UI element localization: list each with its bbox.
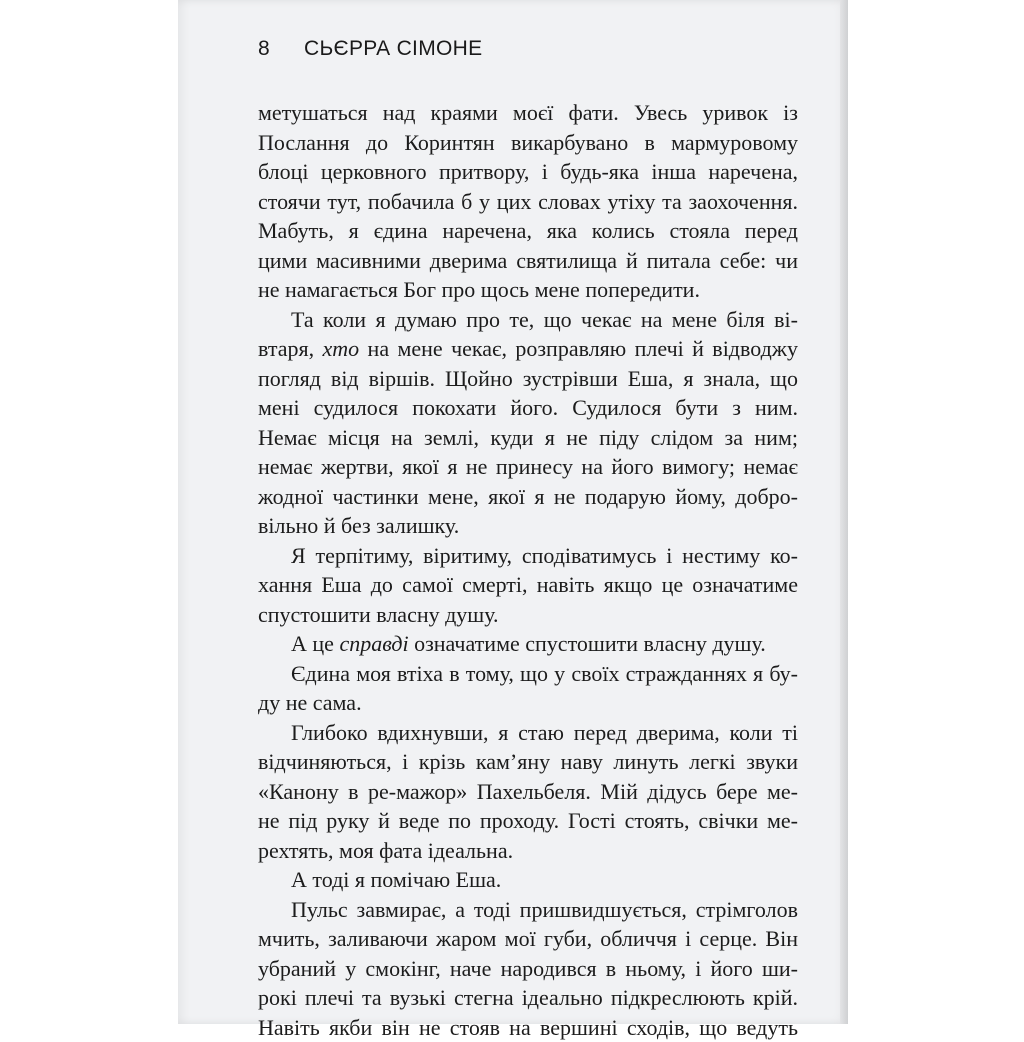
emphasis: хто: [323, 336, 360, 361]
book-spine-edge: [840, 0, 848, 1024]
text-line: не під руку й веде по проходу. Гості стоять, свічки ме-: [258, 806, 798, 836]
text-line: Послання до Коринтян викарбувано в мармуровому: [258, 128, 798, 158]
text-line: не намагається Бог про щось мене попередити.: [258, 275, 798, 305]
text-line: спустошити власну душу.: [258, 600, 798, 630]
text-line: жодної частинки мене, якої я не подарую йому, добро-: [258, 482, 798, 512]
text-line: Мабуть, я єдина наречена, яка колись стояла перед: [258, 216, 798, 246]
text-line: Навіть якби він не стояв на вершині сходів, що ведуть: [258, 1013, 798, 1042]
text-line: хання Еша до самої смерті, навіть якщо це означатиме: [258, 570, 798, 600]
text-line: А це справді означатиме спустошити власну душу.: [258, 629, 798, 659]
text-line: блоці церковного притвору, і будь-яка інша наречена,: [258, 157, 798, 187]
text-line: погляд від віршів. Щойно зустрівши Еша, я знала, що: [258, 364, 798, 394]
text-line: Я терпітиму, віритиму, сподіватимусь і нестиму ко-: [258, 541, 798, 571]
text-line: Глибоко вдихнувши, я стаю перед дверима, коли ті: [258, 718, 798, 748]
text-line: мчить, заливаючи жаром мої губи, обличчя і серце. Він: [258, 924, 798, 954]
text-line: немає жертви, якої я не принесу на його вимогу; немає: [258, 452, 798, 482]
text-line: мені судилося покохати його. Судилося бути з ним.: [258, 393, 798, 423]
text-line: убраний у смокінг, наче народився в ньому, і його ши-: [258, 954, 798, 984]
running-title: СЬЄРРА СІМОНЕ: [304, 37, 482, 60]
text-line: стоячи тут, побачила б у цих словах утіху та заохочення.: [258, 187, 798, 217]
text-line: А тоді я помічаю Еша.: [258, 865, 798, 895]
text-line: Та коли я думаю про те, що чекає на мене біля ві-: [258, 305, 798, 335]
text-line: метушаться над краями моєї фати. Увесь уривок із: [258, 98, 798, 128]
text-line: рехтять, моя фата ідеальна.: [258, 836, 798, 866]
page-number: 8: [258, 37, 304, 61]
running-header: [258, 37, 482, 61]
text-line: відчиняються, і крізь кам’яну наву линуть легкі звуки: [258, 747, 798, 777]
emphasis: справді: [339, 631, 408, 656]
text-line: ду не сама.: [258, 688, 798, 718]
text-line: Пульс завмирає, а тоді пришвидшується, стрімголов: [258, 895, 798, 925]
text-line: рокі плечі та вузькі стегна ідеально підкреслюють крій.: [258, 983, 798, 1013]
body-text: [258, 98, 798, 1042]
text-line: Єдина моя втіха в тому, що у своїх стражданнях я бу-: [258, 659, 798, 689]
text-line: вільно й без залишку.: [258, 511, 798, 541]
text-line: втаря, хто на мене чекає, розправляю плечі й відводжу: [258, 334, 798, 364]
text-line: «Канону в ре-мажор» Пахельбеля. Мій дідусь бере ме-: [258, 777, 798, 807]
text-line: цими масивними дверима святилища й питала себе: чи: [258, 246, 798, 276]
text-line: Немає місця на землі, куди я не піду слідом за ним;: [258, 423, 798, 453]
